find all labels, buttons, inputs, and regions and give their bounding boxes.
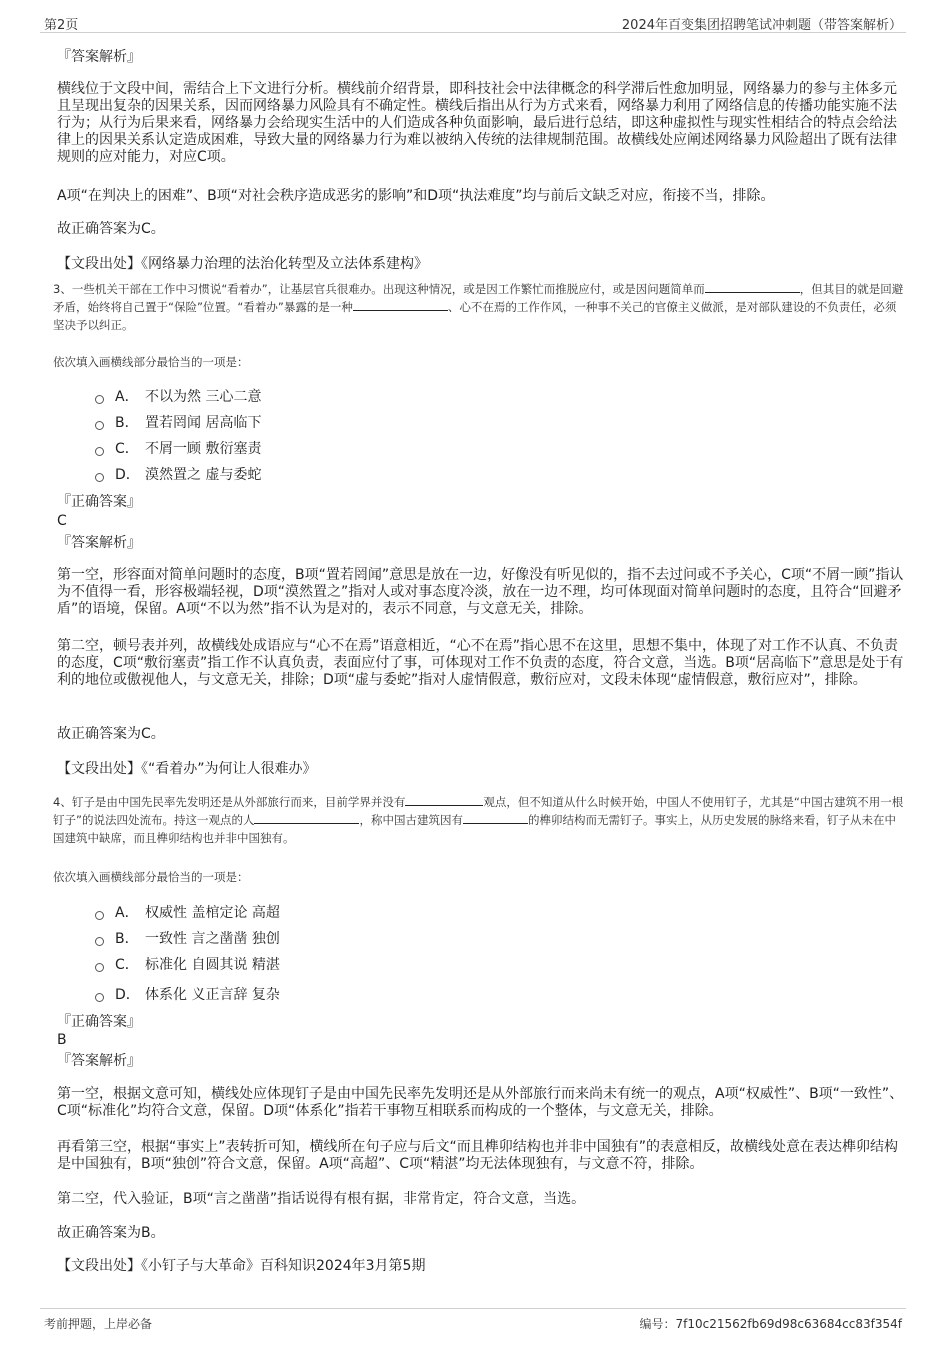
q4-option-d[interactable]: D． 体系化 义正言辞 复杂 [95,986,280,1004]
page-footer [40,1308,906,1335]
page-number: 第2页 [44,18,79,33]
q2-conclusion: 故正确答案为C。 [57,221,165,237]
radio-icon[interactable] [95,963,104,972]
q3-correct-value: C [57,513,67,529]
q4-prompt: 依次填入画横线部分最恰当的一项是： [53,870,249,884]
q3-option-a[interactable]: A． 不以为然 三心二意 [95,388,261,406]
q3-analysis-paragraph-2: 第二空，顿号表并列，故横线处成语应与“心不在焉”语意相近，“心不在焉”指心思不在这里，思想不集中，体现了对工作不认真、不负责的态度，C项“敷衍塞责”指工作不认真负责，表面应付了事，可体现对工作不负责的态度，符合文意，当选。B项“居高临下”意思是处于有利的地位或傲视他人，与文意无关，排除；D项“虚与委蛇”指对人虚情假意，敷衍应对，文段未体现“虚情假意，敷衍应对”，排除。 [57,638,904,688]
q4-stem: 4、钉子是由中国先民率先发明还是从外部旅行而来，目前学界并没有 观点，但不知道从什么时候开始，中国人不使用钉子，尤其是“中国古建筑不用一根钉子”的说法四处流布。持这一观点的人 ，称中国古建筑因有 的榫卯结构而无需钉子。事实上，从历史发展的脉络来看，钉子从未在中国建筑中缺席，而且榫卯结构也并非中国独有。 [53,795,904,845]
q3-stem: 3、一些机关干部在工作中习惯说“看着办”，让基层官兵很难办。出现这种情况，或是因工作繁忙而推脱应付，或是因问题简单而 ，但其目的就是回避矛盾，始终将自己置于“保险”位置。“看着办”暴露的是一种 、心不在焉的工作作风，一种事不关己的官僚主义做派，是对部队建设的不负责任，必须坚决予以纠正。 [53,282,904,332]
q3-analysis-label: 『答案解析』 [57,535,141,551]
radio-icon[interactable] [95,473,104,482]
q4-blank-1 [405,794,483,806]
q4-correct-label: 『正确答案』 [57,1014,141,1030]
q3-correct-label: 『正确答案』 [57,494,141,510]
q4-analysis-paragraph-3: 第二空，代入验证，B项“言之凿凿”指话说得有根有据，非常肯定，符合文意，当选。 [57,1191,586,1207]
footer-serial: 编号：7f10c21562fb69d98c63684cc83f354f [639,1317,902,1331]
q4-blank-3 [463,812,528,824]
q4-analysis-paragraph-1: 第一空，根据文意可知，横线处应体现钉子是由中国先民率先发明还是从外部旅行而来尚未有统一的观点，A项“权威性”、B项“一致性”、C项“标准化”均符合文意，保留。D项“体系化”指若干事物互相联系而构成的一个整体，与文意无关，排除。 [57,1086,904,1119]
q3-analysis-paragraph-1: 第一空，形容面对简单问题时的态度，B项“置若罔闻”意思是放在一边，好像没有听见似的，指不去过问或不予关心，C项“不屑一顾”指认为不值得一看，形容极端轻视，D项“漠然置之”指对人或对事态度冷淡，放在一边不理，均可体现面对简单问题时的态度，且符合“回避矛盾”的语境，保留。A项“不以为然”指不认为是对的，表示不同意，与文意无关，排除。 [57,567,904,617]
radio-icon[interactable] [95,395,104,404]
q4-analysis-paragraph-2: 再看第三空，根据“事实上”表转折可知，横线所在句子应与后文“而且榫卯结构也并非中国独有”的表意相反，故横线处意在表达榫卯结构是中国独有，B项“独创”符合文意，保留。A项“高超”、C项“精湛”均无法体现独有，与文意不符，排除。 [57,1139,899,1172]
q3-prompt: 依次填入画横线部分最恰当的一项是： [53,355,249,369]
q3-conclusion: 故正确答案为C。 [57,726,165,742]
q3-blank-2 [353,299,448,311]
q4-conclusion: 故正确答案为B。 [57,1225,165,1241]
q3-option-d[interactable]: D． 漠然置之 虚与委蛇 [95,466,261,484]
q3-source: 【文段出处】《“看着办”为何让人很难办》 [57,761,317,777]
q2-analysis-paragraph-1: 横线位于文段中间，需结合上下文进行分析。横线前介绍背景，即科技社会中法律概念的科学滞后性愈加明显，网络暴力的参与主体多元且呈现出复杂的因果关系，因而网络暴力风险具有不确定性。横线后指出从行为方式来看，网络暴力利用了网络信息的传播功能实施不法行为；从行为后果来看，网络暴力会给现实生活中的人们造成各种负面影响，最后进行总结，即这种虚拟性与现实性相结合的特点会给法律上的因果关系认定造成困难，导致大量的网络暴力行为难以被纳入传统的法律规制范围。故横线处应阐述网络暴力风险超出了既有法律规则的应对能力，对应C项。 [57,81,897,165]
q4-option-b[interactable]: B． 一致性 言之凿凿 独创 [95,930,280,948]
document-title: 2024年百变集团招聘笔试冲刺题（带答案解析） [621,18,902,33]
q3-option-b[interactable]: B． 置若罔闻 居高临下 [95,414,261,432]
q3-blank-1 [705,281,800,293]
q2-source: 【文段出处】《网络暴力治理的法治化转型及立法体系建构》 [57,256,428,272]
q3-option-c[interactable]: C． 不屑一顾 敷衍塞责 [95,440,261,458]
q4-option-c[interactable]: C． 标准化 自圆其说 精湛 [95,956,280,974]
q4-correct-value: B [57,1032,67,1048]
q4-blank-2 [254,812,359,824]
radio-icon[interactable] [95,447,104,456]
radio-icon[interactable] [95,421,104,430]
q2-analysis-paragraph-2: A项“在判决上的困难”、B项“对社会秩序造成恶劣的影响”和D项“执法难度”均与前后文缺乏对应，衔接不当，排除。 [57,188,775,204]
radio-icon[interactable] [95,937,104,946]
radio-icon[interactable] [95,993,104,1002]
footer-slogan: 考前押题，上岸必备 [44,1317,153,1331]
q4-source: 【文段出处】《小钉子与大革命》百科知识2024年3月第5期 [57,1258,426,1274]
q4-analysis-label: 『答案解析』 [57,1053,141,1069]
radio-icon[interactable] [95,911,104,920]
q2-analysis-label: 『答案解析』 [57,49,141,65]
q4-option-a[interactable]: A． 权威性 盖棺定论 高超 [95,904,280,922]
page-header [40,12,906,33]
